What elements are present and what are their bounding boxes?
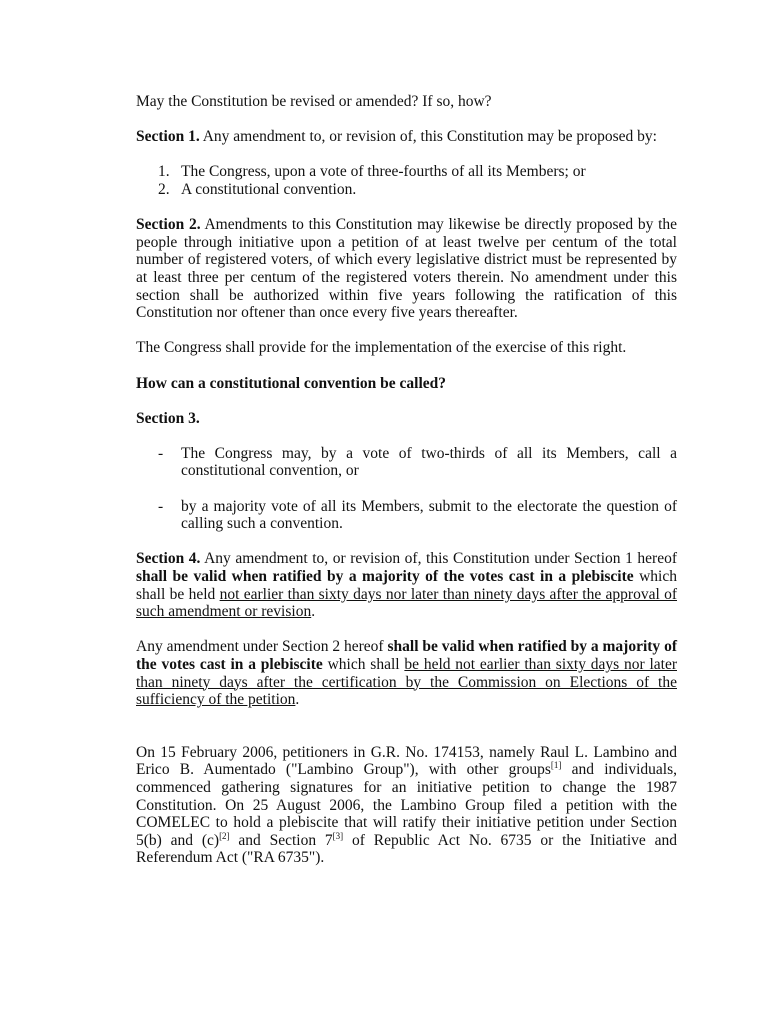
ratification-text-2: which shall <box>322 656 405 673</box>
section-2-paragraph <box>136 216 677 322</box>
list-item-text: The Congress, upon a vote of three-fourths of all its Members; or <box>181 163 586 181</box>
section-2-label: Section 2. <box>136 216 201 234</box>
lambino-text-4: of Republic Act No. 6735 or the Initiative and Referendum Act ("RA 6735"). <box>136 831 678 867</box>
lambino-text: On 15 February 2006, petitioners in G.R. No. 174153, namely Raul L. Lambino and Erico B. Aumentado ("Lambino Group"), with other groups <box>136 743 677 779</box>
lambino-text-2: and individuals, commenced gathering signatures for an initiative petition to change the 1987 Constitution. On 25 August 2006, the Lambino Group filed a petition with the COMELEC to hold a plebiscite that will ratify their initiative petition under Section 5(b) and (c) <box>136 761 677 849</box>
section-3-heading <box>136 410 677 428</box>
footnote-ref-1[interactable]: [1] <box>550 760 562 771</box>
ratification-underlined: be held not earlier than sixty days nor later than ninety days after the certification by the Commission on Elections of the sufficiency of the petition <box>136 656 677 709</box>
section-3-label: Section 3. <box>136 409 200 427</box>
footnote-ref-3[interactable]: [3] <box>332 830 344 841</box>
footnote-ref-2[interactable]: [2] <box>219 830 230 841</box>
question-convention <box>136 375 677 393</box>
ratification-bold: shall be valid when ratified by a majority of the votes cast in a plebiscite <box>136 638 677 673</box>
section-2-ratification-paragraph <box>136 638 677 708</box>
list-item-text: A constitutional convention. <box>181 180 357 198</box>
section-4-underlined: not earlier than sixty days nor later than ninety days after the approval of such amendment or revision <box>136 585 678 621</box>
section-3-list <box>136 445 677 533</box>
section-4-label: Section 4. <box>136 550 201 568</box>
list-number: 1. <box>158 163 170 181</box>
ratification-text: Any amendment under Section 2 hereof <box>136 638 388 656</box>
list-item <box>136 445 677 480</box>
section-1-paragraph <box>136 128 677 146</box>
list-item-text: The Congress may, by a vote of two-thirds of all its Members, call a constitutional convention, or <box>181 444 677 480</box>
section-4-text: Any amendment to, or revision of, this Constitution under Section 1 hereof <box>200 550 677 568</box>
section-1-list <box>136 163 677 198</box>
list-number: 2. <box>158 180 170 198</box>
section-1-label: Section 1. <box>136 128 200 146</box>
list-item <box>136 498 677 533</box>
section-4-period: . <box>311 603 316 621</box>
dash-bullet: - <box>158 497 164 515</box>
question-convention-text: How can a constitutional convention be called? <box>136 374 447 392</box>
section-2-text: Amendments to this Constitution may likewise be directly proposed by the people through initiative upon a petition of at least twelve per centum of the total number of registered voters, of which every legislative district must be represented by at least three per centum of the registered voters therein. No amendment under this section shall be authorized within five years following the ratification of this Constitution nor oftener than once every five years thereafter. <box>136 216 677 322</box>
section-4-paragraph <box>136 550 677 620</box>
lambino-paragraph <box>136 744 677 867</box>
congress-implementation-paragraph: The Congress shall provide for the implementation of the exercise of this right. <box>136 339 627 357</box>
lambino-text-3: and Section 7 <box>229 831 333 849</box>
list-item <box>136 163 677 181</box>
section-4-bold: shall be valid when ratified by a majority of the votes cast in a plebiscite <box>136 568 634 586</box>
section-1-text: Any amendment to, or revision of, this Constitution may be proposed by: <box>199 128 657 146</box>
question-revise-amend: May the Constitution be revised or amended? If so, how? <box>136 93 492 110</box>
section-4-text-2: which shall be held <box>136 568 677 603</box>
list-item-text: by a majority vote of all its Members, submit to the electorate the question of calling such a convention. <box>181 497 677 533</box>
document-body <box>136 93 677 867</box>
dash-bullet: - <box>158 444 164 462</box>
list-item <box>136 181 677 199</box>
ratification-period: . <box>295 691 300 709</box>
